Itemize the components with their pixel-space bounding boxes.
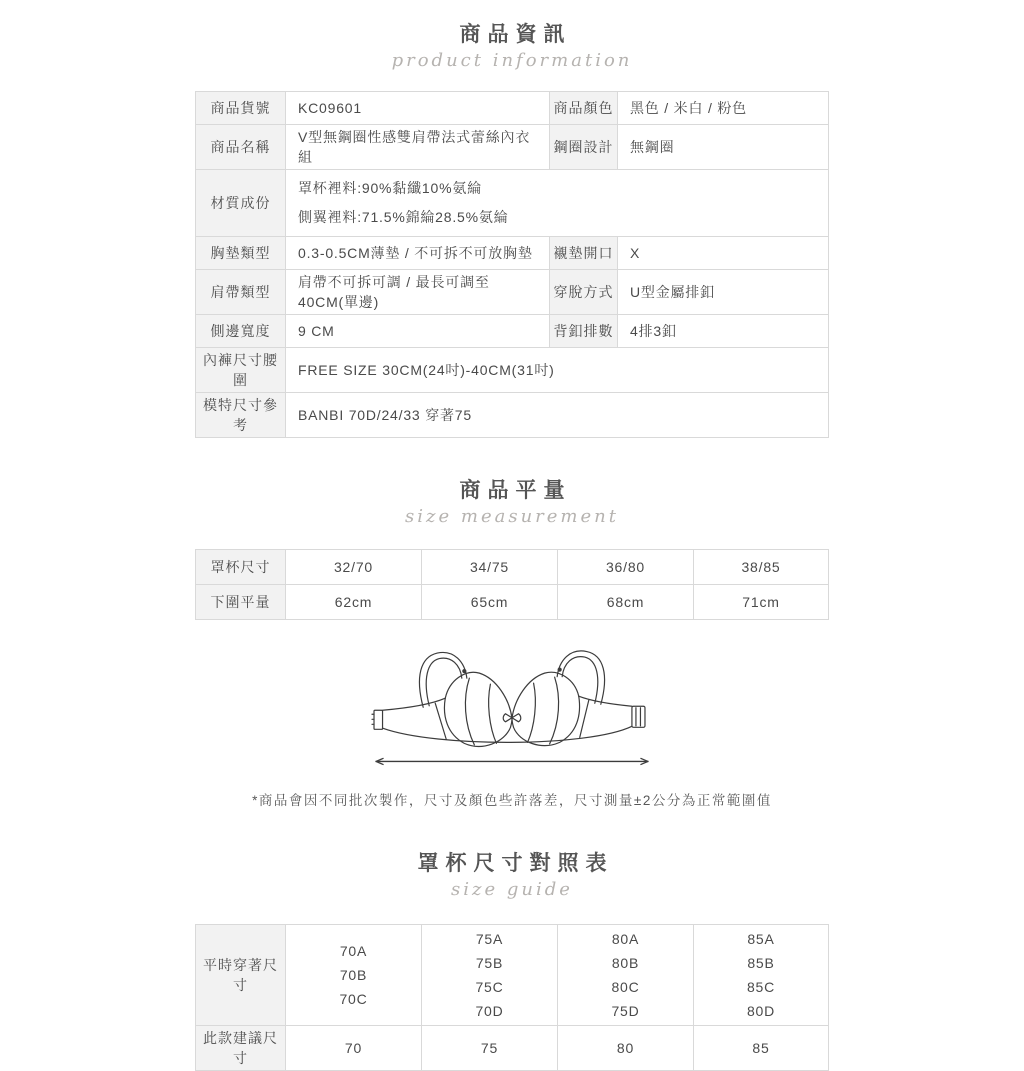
data-cell: V型無鋼圈性感雙肩帶法式蕾絲內衣組 bbox=[286, 125, 550, 170]
product-info-table bbox=[195, 91, 829, 438]
data-cell: 32/70 bbox=[286, 550, 422, 585]
row-header-cell: 側邊寬度 bbox=[196, 315, 286, 348]
double-headed-width-arrow-icon bbox=[376, 758, 648, 764]
row-header-cell: 內褲尺寸腰圍 bbox=[196, 348, 286, 393]
data-cell: 無鋼圈 bbox=[618, 125, 829, 170]
data-cell-line: 側翼裡料:71.5%錦綸28.5%氨綸 bbox=[298, 209, 509, 225]
table-row bbox=[196, 270, 829, 315]
data-cell: 38/85 bbox=[694, 550, 829, 585]
table-row bbox=[196, 237, 829, 270]
section-product-info bbox=[195, 18, 829, 438]
measurement-table bbox=[195, 549, 829, 620]
data-cell: BANBI 70D/24/33 穿著75 bbox=[286, 393, 829, 438]
data-cell-line: 75C bbox=[475, 979, 504, 995]
data-cell: 62cm bbox=[286, 585, 422, 620]
data-cell-line: 85B bbox=[747, 955, 775, 971]
row-header-cell: 商品名稱 bbox=[196, 125, 286, 170]
data-cell bbox=[558, 925, 694, 1026]
row-header-cell: 商品顏色 bbox=[550, 92, 618, 125]
row-header-cell: 下圍平量 bbox=[196, 585, 286, 620]
section-title: 商品平量 bbox=[459, 479, 572, 502]
section-title: 罩杯尺寸對照表 bbox=[417, 852, 614, 875]
data-cell: 黑色 / 米白 / 粉色 bbox=[618, 92, 829, 125]
product-spec-page bbox=[195, 0, 829, 1071]
table-row bbox=[196, 585, 829, 620]
data-cell-line: 罩杯裡料:90%黏纖10%氨綸 bbox=[298, 180, 482, 196]
row-header-cell: 此款建議尺寸 bbox=[196, 1026, 286, 1071]
data-cell: 9 CM bbox=[286, 315, 550, 348]
data-cell-line: 80A bbox=[611, 931, 640, 947]
data-cell: 34/75 bbox=[422, 550, 558, 585]
table-row bbox=[196, 170, 829, 237]
row-header-cell: 穿脫方式 bbox=[550, 270, 618, 315]
table-row bbox=[196, 393, 829, 438]
bra-illustration-figure bbox=[195, 648, 829, 771]
row-header-cell: 材質成份 bbox=[196, 170, 286, 237]
data-cell: 85 bbox=[694, 1026, 829, 1071]
batch-tolerance-note: *商品會因不同批次製作，尺寸及顏色些許落差，尺寸測量±2公分為正常範圍值 bbox=[252, 793, 772, 808]
row-header-cell: 襯墊開口 bbox=[550, 237, 618, 270]
section-subtitle-cursive: size guide bbox=[451, 879, 573, 900]
data-cell: 68cm bbox=[558, 585, 694, 620]
table-row bbox=[196, 125, 829, 170]
table-row bbox=[196, 550, 829, 585]
table-row bbox=[196, 92, 829, 125]
data-cell-line: 75A bbox=[475, 931, 504, 947]
data-cell-line: 70D bbox=[475, 1003, 504, 1019]
row-header-cell: 平時穿著尺寸 bbox=[196, 925, 286, 1026]
data-cell: U型金屬排釦 bbox=[618, 270, 829, 315]
data-cell: 4排3釦 bbox=[618, 315, 829, 348]
table-row bbox=[196, 348, 829, 393]
data-cell bbox=[422, 925, 558, 1026]
section-title: 商品資訊 bbox=[459, 23, 572, 46]
row-header-cell: 胸墊類型 bbox=[196, 237, 286, 270]
data-cell bbox=[694, 925, 829, 1026]
row-header-cell: 模特尺寸參考 bbox=[196, 393, 286, 438]
data-cell: 80 bbox=[558, 1026, 694, 1071]
data-cell-line: 85A bbox=[747, 931, 775, 947]
row-header-cell: 背釦排數 bbox=[550, 315, 618, 348]
section-measurement bbox=[195, 474, 829, 620]
row-header-cell: 肩帶類型 bbox=[196, 270, 286, 315]
data-cell-line: 80C bbox=[611, 979, 640, 995]
data-cell: 36/80 bbox=[558, 550, 694, 585]
table-row bbox=[196, 925, 829, 1026]
data-cell-line: 75B bbox=[475, 955, 504, 971]
data-cell: X bbox=[618, 237, 829, 270]
data-cell: 0.3-0.5CM薄墊 / 不可拆不可放胸墊 bbox=[286, 237, 550, 270]
section-size-guide bbox=[195, 847, 829, 1071]
table-row bbox=[196, 1026, 829, 1071]
data-cell: 肩帶不可拆可調 / 最長可調至40CM(單邊) bbox=[286, 270, 550, 315]
section-subtitle-cursive: size measurement bbox=[405, 506, 619, 527]
bra-line-drawing-icon bbox=[371, 648, 653, 766]
section-subtitle-cursive: product information bbox=[391, 50, 633, 71]
row-header-cell: 鋼圈設計 bbox=[550, 125, 618, 170]
data-cell-line: 70B bbox=[339, 967, 368, 983]
data-cell-line: 75D bbox=[611, 1003, 640, 1019]
size-guide-table bbox=[195, 924, 829, 1071]
data-cell: FREE SIZE 30CM(24吋)-40CM(31吋) bbox=[286, 348, 829, 393]
data-cell-line: 80D bbox=[746, 1003, 776, 1019]
data-cell: KC09601 bbox=[286, 92, 550, 125]
table-row bbox=[196, 315, 829, 348]
data-cell-line: 70C bbox=[339, 991, 368, 1007]
data-cell-line: 85C bbox=[746, 979, 776, 995]
data-cell: 75 bbox=[422, 1026, 558, 1071]
data-cell-line: 80B bbox=[611, 955, 640, 971]
data-cell: 65cm bbox=[422, 585, 558, 620]
row-header-cell: 罩杯尺寸 bbox=[196, 550, 286, 585]
data-cell: 71cm bbox=[694, 585, 829, 620]
data-cell: 70 bbox=[286, 1026, 422, 1071]
data-cell bbox=[286, 925, 422, 1026]
data-cell-line: 70A bbox=[339, 943, 368, 959]
row-header-cell: 商品貨號 bbox=[196, 92, 286, 125]
data-cell bbox=[286, 170, 829, 237]
